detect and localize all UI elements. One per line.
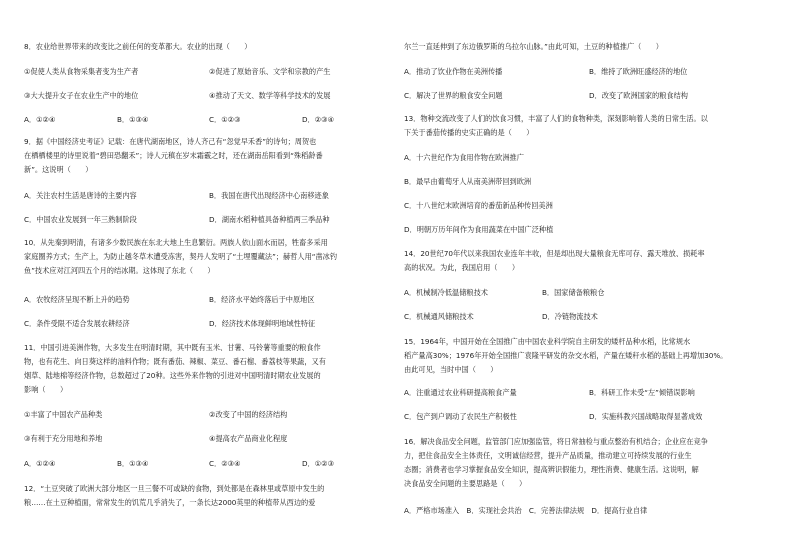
- q12-option-c: C．解决了世界的粮食安全问题: [404, 91, 503, 100]
- question-9-line-3: 新”。这说明（ ）: [24, 165, 93, 174]
- q13-option-b: B．最早由葡萄牙人从南美洲带回到欧洲: [404, 177, 532, 186]
- question-12-continued: 尔兰一直延伸到了东边俄罗斯的乌拉尔山脉。”由此可知，土豆的种植推广（ ）: [404, 42, 663, 51]
- q12-option-d: D．改变了欧洲国家的粮食结构: [589, 91, 688, 100]
- q8-option-c: C．①②③: [209, 115, 241, 124]
- q8-option-d: D．②③④: [302, 115, 335, 124]
- q15-option-d: D．实施科教兴国战略取得显著成效: [589, 412, 703, 421]
- q13-option-c: C．十八世纪末欧洲培育的番茄新品种传回美洲: [404, 201, 553, 210]
- q13-option-a: A．十六世纪作为食用作物在欧洲推广: [404, 153, 524, 162]
- question-11-line-2: 物，也有花生、向日葵这样的油料作物；既有番茄、辣椒、菜豆、番石榴、番荔枝等果蔬，又有: [24, 357, 326, 366]
- question-12-line-1: 12．“土豆突破了欧洲大部分地区一旦三餐不可或缺的食物，到处都是在森林里或草原中发生的: [24, 484, 325, 493]
- q8-statement-2: ②促进了原始音乐、文学和宗教的产生: [209, 67, 331, 76]
- question-16-line-2: 力，把住食品安全主体责任，文明诚信经营，提升产品质量，推动建立可持续发展的行业生: [404, 451, 692, 460]
- q11-statement-2: ②改变了中国的经济结构: [209, 410, 288, 419]
- q10-option-c: C．条件受限不适合发展农耕经济: [24, 319, 130, 328]
- q9-option-d: D．湖南水稻种植具备种植两三季品种: [209, 215, 330, 224]
- q16-options: A．严格市场准入 B．实现社会共治 C．完善法律法规 D．提高行业自律: [404, 506, 648, 515]
- question-13-line-1: 13．物种交流改变了人们的饮食习惯，丰富了人们的食物种类，深刻影响着人类的日常生活。以: [404, 114, 708, 123]
- question-13-line-2: 下关于番茄传播的史实正确的是（ ）: [404, 128, 534, 137]
- q9-option-c: C．中国农业发展到一年三熟制阶段: [24, 215, 137, 224]
- question-15-line-1: 15．1964年，中国开始在全国推广由中国农业科学院自主研发的矮杆品种水稻，比常规水: [404, 337, 691, 346]
- q12-option-b: B．维持了欧洲旺盛经济的地位: [589, 67, 688, 76]
- question-9-line-2: 在栖栖楼里的诗里说着“碧田恐翻禾”；诗人元稹在岁末霜霰之时，还在湖南岳阳看到“殊稻龄番: [24, 151, 323, 160]
- q14-option-a: A．机械制冷低温储粮技术: [404, 288, 488, 297]
- q11-option-c: C．②③④: [209, 459, 241, 468]
- q11-statement-3: ③有利于充分用地和养地: [24, 434, 103, 443]
- question-11-line-4: 影响（ ）: [24, 385, 68, 394]
- q11-statement-1: ①丰富了中国农产品种类: [24, 410, 103, 419]
- question-12-line-2: 粮……在土豆种植面，常常发生的饥荒几乎消失了，一条长达2000英里的种植带从西边的爱: [24, 498, 316, 507]
- question-15-line-2: 稻产量高30%；1976年开始全国推广袁隆平研发的杂交水稻，产量在矮秆水稻的基础上再增加30%。: [404, 351, 728, 360]
- q14-option-b: B．国家储备粮粮仓: [542, 288, 605, 297]
- question-16-line-4: 决食品安全问题的主要思路是（ ）: [404, 479, 527, 488]
- question-14-line-2: 高的状况。为此，我国启用（ ）: [404, 263, 520, 272]
- question-16-line-3: 态圈；消费者也学习掌握食品安全知识，提高辨识假能力，理性消费、健康生活。这说明，解: [404, 465, 699, 474]
- question-8-stem: 8．农业给世界带来的改变比之前任何的变革都大。农业的出现（ ）: [24, 42, 252, 51]
- q10-option-d: D．经济技术体现鲜明地域性特征: [209, 319, 316, 328]
- q8-option-b: B．①③④: [117, 115, 149, 124]
- q14-option-d: D．冷链物流技术: [542, 312, 598, 321]
- question-10-line-1: 10．从先秦到明清，有诸多少数民族在东北大地上生息繁衍。两族人依山面水而居，牲畜多采用: [24, 238, 328, 247]
- question-11-line-3: 烟草、陆地棉等经济作物，总数超过了20种。这些外来作物的引进对中国明清时期农业发展的: [24, 371, 321, 380]
- q14-option-c: C．机械通风储粮技术: [404, 312, 474, 321]
- question-10-line-2: 家庭圈养方式；生产上，为防止越冬草木遭受冻害，契丹人发明了“土埋覆藏法”；赫哲人用“凿冰钓: [24, 252, 338, 261]
- q12-option-a: A．推动了饮业作物在美洲传播: [404, 67, 503, 76]
- question-9-line-1: 9．据《中国经济史考证》记载：在唐代湖南地区，诗人齐己有“忽觉早禾香”的诗句；周贺也: [24, 137, 317, 146]
- q11-statement-4: ④提高农产品商业化程度: [209, 434, 288, 443]
- question-16-line-1: 16．解决食品安全问题，监管部门应加强监管，将日常抽检与重点整治有机结合；企业应在竞争: [404, 437, 708, 446]
- q8-statement-1: ①促使人类从食物采集者变为生产者: [24, 67, 139, 76]
- question-14-line-1: 14．20世纪70年代以来我国农业连年丰收，但是却出现大量粮食无库可存、露天堆放、损耗率: [404, 249, 705, 258]
- q9-option-b: B．我国在唐代出现经济中心南移迹象: [209, 191, 329, 200]
- q10-option-a: A．农牧经济呈现不断上升的趋势: [24, 295, 130, 304]
- q13-option-d: D．明朝万历年间作为食用蔬菜在中国广泛种植: [404, 225, 554, 234]
- q15-option-b: B．科研工作未受“左”倾错误影响: [589, 388, 695, 397]
- q9-option-a: A．关注农村生活是唐诗的主要内容: [24, 191, 137, 200]
- q10-option-b: B．经济水平始终落后于中原地区: [209, 295, 315, 304]
- question-11-line-1: 11．中国引进美洲作物，大多发生在明清时期，其中既有玉米、甘薯、马铃薯等重要的粮食作: [24, 343, 321, 352]
- q15-option-a: A．注重通过农业科研提高粮食产量: [404, 388, 517, 397]
- q15-option-c: C．包产到户调动了农民生产积极性: [404, 412, 517, 421]
- q11-option-d: D．①②③: [302, 459, 335, 468]
- q11-option-b: B．①③④: [117, 459, 149, 468]
- q11-option-a: A．①②④: [24, 459, 56, 468]
- question-15-line-3: 由此可见，当时中国（ ）: [404, 365, 498, 374]
- question-10-line-3: 鱼”技术应对江河四五个月的结冰期。这体现了东北（ ）: [24, 266, 215, 275]
- q8-statement-3: ③大大提升女子在农业生产中的地位: [24, 91, 139, 100]
- q8-option-a: A．①②④: [24, 115, 56, 124]
- q8-statement-4: ④推动了天文、数学等科学技术的发展: [209, 91, 331, 100]
